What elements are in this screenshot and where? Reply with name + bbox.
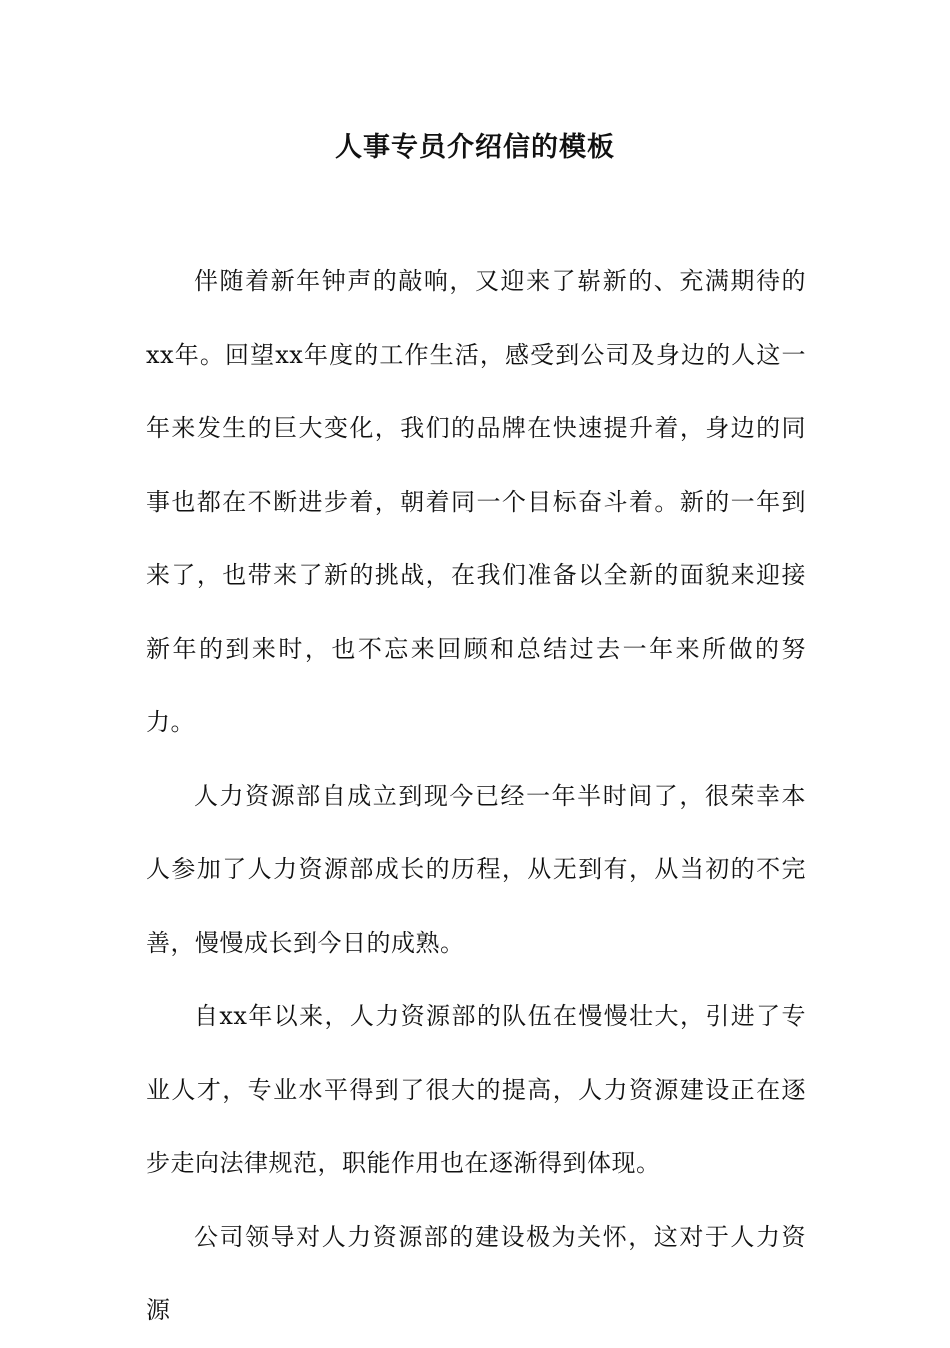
- paragraph-1: 伴随着新年钟声的敲响，又迎来了崭新的、充满期待的xx年。回望xx年度的工作生活，感受到公司及身边的人这一年来发生的巨大变化，我们的品牌在快速提升着，身边的同事也都在不断进步着，朝着同一个目标奋斗着。新的一年到来了，也带来了新的挑战，在我们准备以全新的面貌来迎接新年的到来时，也不忘来回顾和总结过去一年来所做的努力。: [146, 267, 806, 736]
- paragraph-3: 自xx年以来，人力资源部的队伍在慢慢壮大，引进了专业人才，专业水平得到了很大的提高，人力资源建设正在逐步走向法律规范，职能作用也在逐渐得到体现。: [146, 1002, 806, 1177]
- paragraph-4: 公司领导对人力资源部的建设极为关怀，这对于人力资源: [146, 1222, 806, 1324]
- document-body: [146, 245, 806, 1348]
- document-title: 人事专员介绍信的模板: [335, 132, 615, 163]
- paragraph-2: 人力资源部自成立到现今已经一年半时间了，很荣幸本人参加了人力资源部成长的历程，从无到有，从当初的不完善，慢慢成长到今日的成熟。: [146, 781, 806, 957]
